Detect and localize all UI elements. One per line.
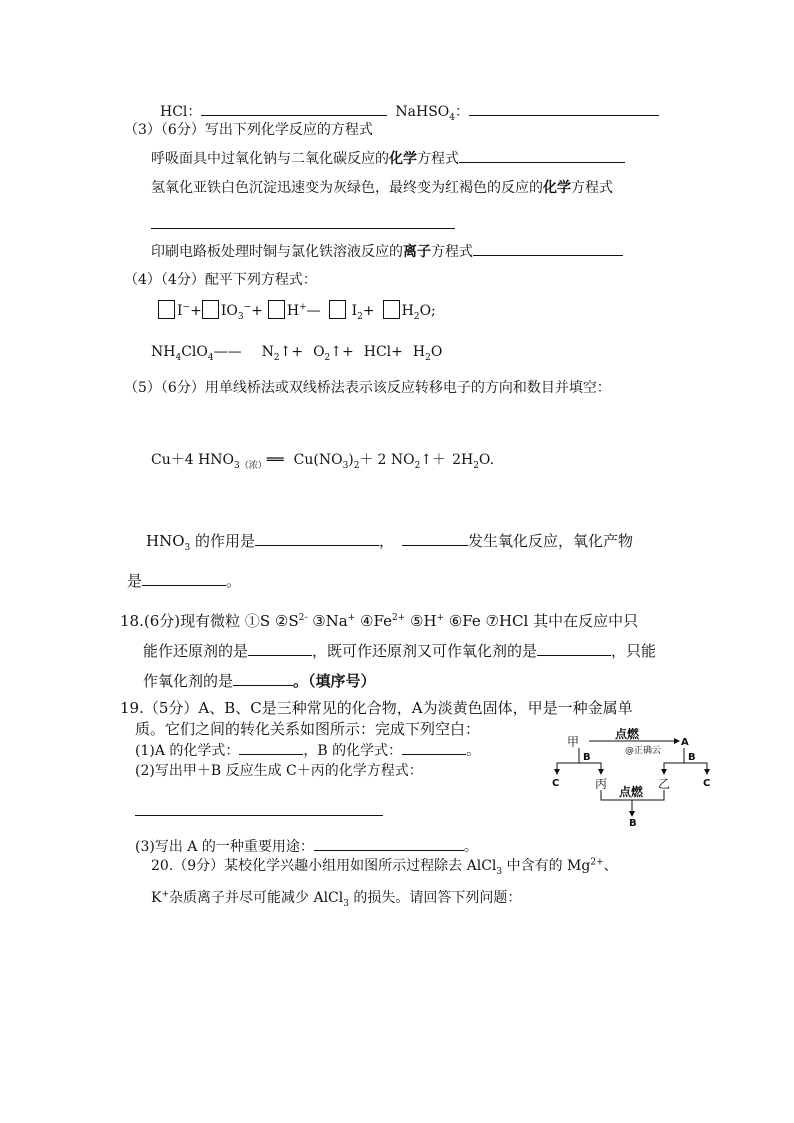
hno3-role-blank[interactable] bbox=[255, 531, 379, 546]
part3-title: （3）（6分）写出下列化学反应的方程式 bbox=[124, 122, 373, 138]
q19-line3: (1)A 的化学式： ，B 的化学式： 。 bbox=[135, 740, 480, 761]
diagram-fire-1: 点燃 bbox=[615, 728, 640, 741]
reducing-only-blank[interactable] bbox=[248, 641, 312, 656]
hcl-line bbox=[160, 101, 659, 122]
diagram-watermark: @正确云 bbox=[625, 746, 662, 756]
formula-b-blank[interactable] bbox=[402, 740, 466, 755]
q18-line3: 作氧化剂的是 。（填序号） bbox=[143, 672, 376, 690]
oxidizing-only-blank[interactable] bbox=[233, 671, 293, 686]
q19-line2: 质。它们之间的转化关系如图所示：完成下列空白： bbox=[135, 720, 481, 738]
coefficient-box-2[interactable] bbox=[202, 300, 219, 319]
diagram-b-right: B bbox=[688, 752, 696, 763]
diagram-b-bottom: B bbox=[629, 818, 637, 828]
part3-line3: 印刷电路板处理时铜与氯化铁溶液反应的离子方程式 bbox=[151, 241, 623, 262]
q19-line5: (3)写出 A 的一种重要用途： 。 bbox=[135, 836, 478, 857]
part3-answer-blank-1[interactable] bbox=[459, 148, 625, 163]
q18-line2: 能作还原剂的是 ，既可作还原剂又可作氧化剂的是 ，只能 bbox=[143, 642, 657, 660]
diagram-b-left: B bbox=[583, 752, 591, 763]
both-roles-blank[interactable] bbox=[537, 641, 611, 656]
diagram-fire-2: 点燃 bbox=[619, 785, 644, 799]
nahso4-answer-blank[interactable] bbox=[469, 101, 659, 116]
part3-line2: 氢氧化亚铁白色沉淀迅速变为灰绿色，最终变为红褐色的反应的化学方程式 bbox=[151, 180, 613, 196]
conversion-diagram bbox=[547, 728, 722, 828]
part5-role-line: $HNO_3$ 的作用是 ， 发生氧化反应，氧化产物 bbox=[146, 532, 634, 553]
use-of-a-blank[interactable] bbox=[314, 836, 464, 851]
q19-equation-blank[interactable] bbox=[135, 815, 383, 816]
part5-product-line: 是 。 bbox=[127, 572, 242, 590]
coefficient-box-5[interactable] bbox=[383, 300, 400, 319]
q20-line1: 20.（9分）某校化学兴趣小组用如图所示过程除去 AlCl$_3$ 中含有的 $Mg^{2+}$、 bbox=[151, 857, 618, 877]
branch-left-bing bbox=[579, 763, 601, 774]
hcl-answer-blank[interactable] bbox=[201, 101, 387, 116]
coefficient-box-4[interactable] bbox=[329, 300, 346, 319]
hcl-label: HCl： bbox=[160, 104, 202, 120]
diagram-a: A bbox=[681, 737, 689, 748]
oxidized-species-blank[interactable] bbox=[402, 531, 468, 546]
part4-title: （4）（4分）配平下列方程式： bbox=[124, 272, 317, 288]
diagram-jia: 甲 bbox=[567, 735, 580, 749]
coefficient-box-1[interactable] bbox=[158, 300, 175, 319]
part4-equation-2: $NH_4ClO_4——$ $N_2↑+$ $O_2↑+ HCl+ H_2O$ bbox=[151, 344, 443, 363]
branch-right-c bbox=[684, 763, 707, 774]
diagram-c-left: C bbox=[552, 778, 560, 789]
diagram-c-right: C bbox=[703, 778, 711, 789]
part5-title: （5）（6分）用单线桥法或双线桥法表示该反应转移电子的方向和数目并填空： bbox=[124, 380, 611, 396]
part4-equation-1: $I^-+ IO_3^-+$ H+— $I_2+ H_2O$; bbox=[158, 300, 436, 321]
part5-equation: Cu＋4 $HNO_{3(浓)}══$ $Cu(NO_3)_2+ 2$ $NO_2↑+ 2H_2O$. bbox=[151, 452, 495, 471]
formula-a-blank[interactable] bbox=[239, 740, 303, 755]
branch-right bbox=[664, 748, 684, 774]
branch-left bbox=[557, 748, 579, 774]
part3-line1: 呼吸面具中过氧化钠与二氧化碳反应的化学方程式 bbox=[151, 148, 625, 169]
oxidation-product-blank[interactable] bbox=[142, 571, 226, 586]
part3-answer-blank-2[interactable] bbox=[151, 228, 455, 229]
q19-line4: (2)写出甲＋B 反应生成 C＋丙的化学方程式： bbox=[135, 763, 423, 779]
diagram-yi: 乙 bbox=[658, 777, 671, 791]
coefficient-box-3[interactable] bbox=[268, 300, 285, 319]
q19-line1: 19.（5分）A、B、C是三种常见的化合物，A为淡黄色固体，甲是一种金属单 bbox=[120, 699, 633, 717]
q20-line2: K+杂质离子并尽可能减少 AlCl$_3$ 的损失。请回答下列问题： bbox=[151, 889, 522, 909]
part3-answer-blank-3[interactable] bbox=[473, 241, 623, 256]
q18-line1: 18.(6分)现有微粒 ①S $②S^{2-}$ ③Na+ $④Fe^{2+}$ ⑤H+ ⑥Fe ⑦HCl 其中在反应中只 bbox=[120, 612, 639, 630]
nahso4-label: NaHSO$_4$： bbox=[395, 104, 470, 123]
diagram-bing: 丙 bbox=[595, 777, 608, 791]
